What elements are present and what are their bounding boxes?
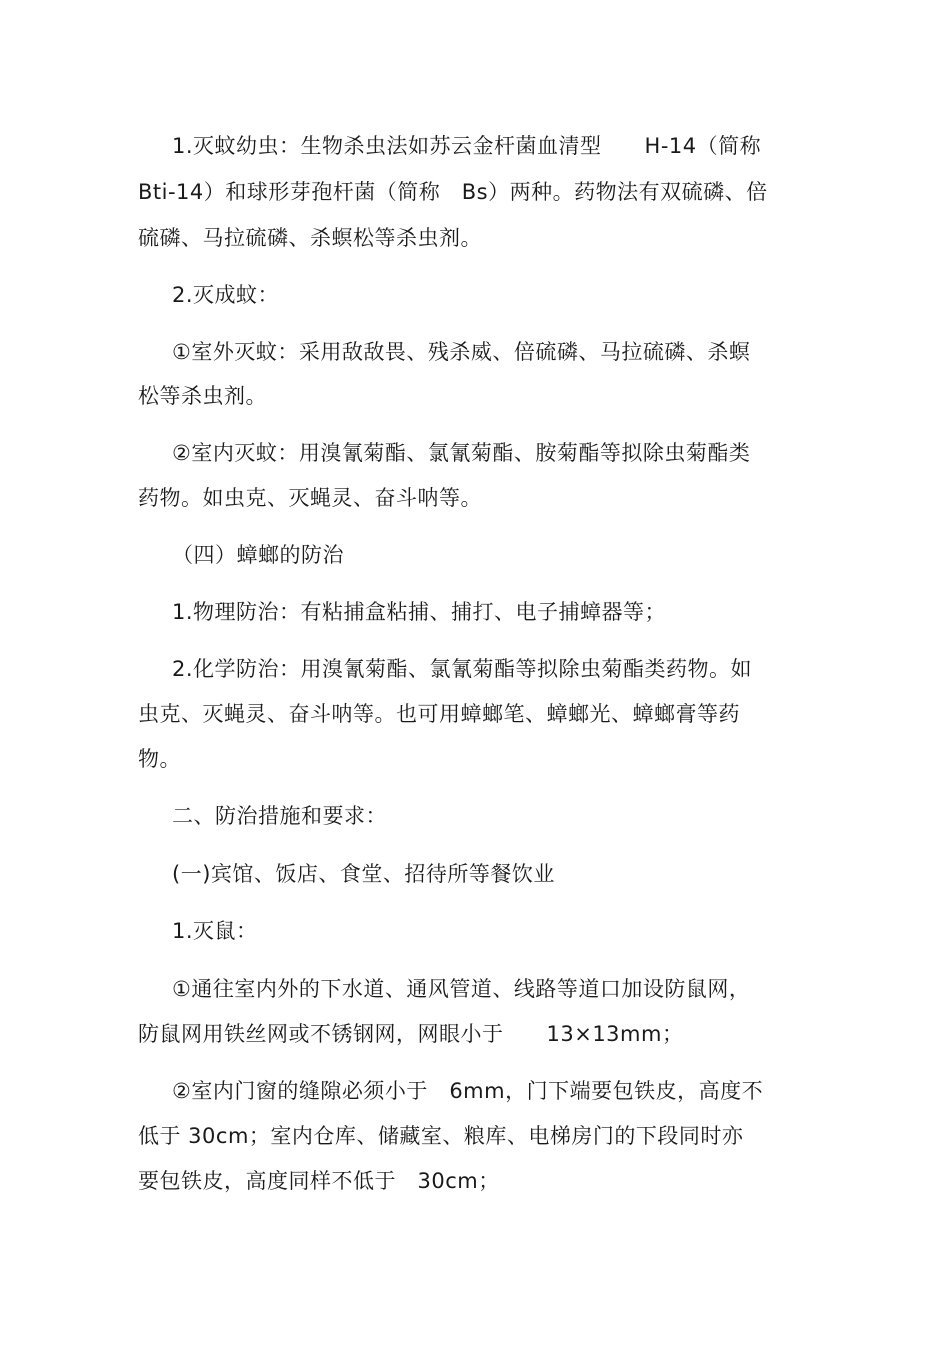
paragraph-line: ②室内门窗的缝隙必须小于 6mm，门下端要包铁皮，高度不 <box>172 1079 764 1103</box>
paragraph-line: 防鼠网用铁丝网或不锈钢网，网眼小于 13×13mm； <box>138 1022 684 1046</box>
paragraph-line: 硫磷、马拉硫磷、杀螟松等杀虫剂。 <box>138 226 482 250</box>
paragraph-line: 松等杀虫剂。 <box>138 384 267 408</box>
paragraph-line: 1.灭鼠： <box>172 919 258 943</box>
paragraph-line: 2.灭成蚊： <box>172 283 280 307</box>
paragraph-line: 物。 <box>138 747 181 771</box>
paragraph-line: Bti-14）和球形芽孢杆菌（简称 Bs）两种。药物法有双硫磷、倍 <box>138 180 768 204</box>
paragraph-line: 虫克、灭蝇灵、奋斗呐等。也可用蟑螂笔、蟑螂光、蟑螂膏等药 <box>138 702 740 726</box>
section-heading: 二、防治措施和要求： <box>172 804 387 828</box>
paragraph-line: ①通往室内外的下水道、通风管道、线路等道口加设防鼠网， <box>172 977 751 1001</box>
paragraph-line: 药物。如虫克、灭蝇灵、奋斗呐等。 <box>138 486 482 510</box>
paragraph-line: 1.物理防治：有粘捕盒粘捕、捕打、电子捕蟑器等； <box>172 600 667 624</box>
paragraph-line: 要包铁皮，高度同样不低于 30cm； <box>138 1169 500 1193</box>
section-heading: (一)宾馆、饭店、食堂、招待所等餐饮业 <box>172 862 555 886</box>
paragraph-line: 2.化学防治：用溴氰菊酯、氯氰菊酯等拟除虫菊酯类药物。如 <box>172 657 753 681</box>
paragraph-line: 低于 30cm；室内仓库、储藏室、粮库、电梯房门的下段同时亦 <box>138 1124 744 1148</box>
section-heading: （四）蟑螂的防治 <box>172 543 344 567</box>
paragraph-line: 1.灭蚊幼虫：生物杀虫法如苏云金杆菌血清型 H-14（简称 <box>172 134 762 158</box>
paragraph-line: ②室内灭蚊：用溴氰菊酯、氯氰菊酯、胺菊酯等拟除虫菊酯类 <box>172 441 751 465</box>
paragraph-line: ①室外灭蚊：采用敌敌畏、残杀威、倍硫磷、马拉硫磷、杀螟 <box>172 340 751 364</box>
